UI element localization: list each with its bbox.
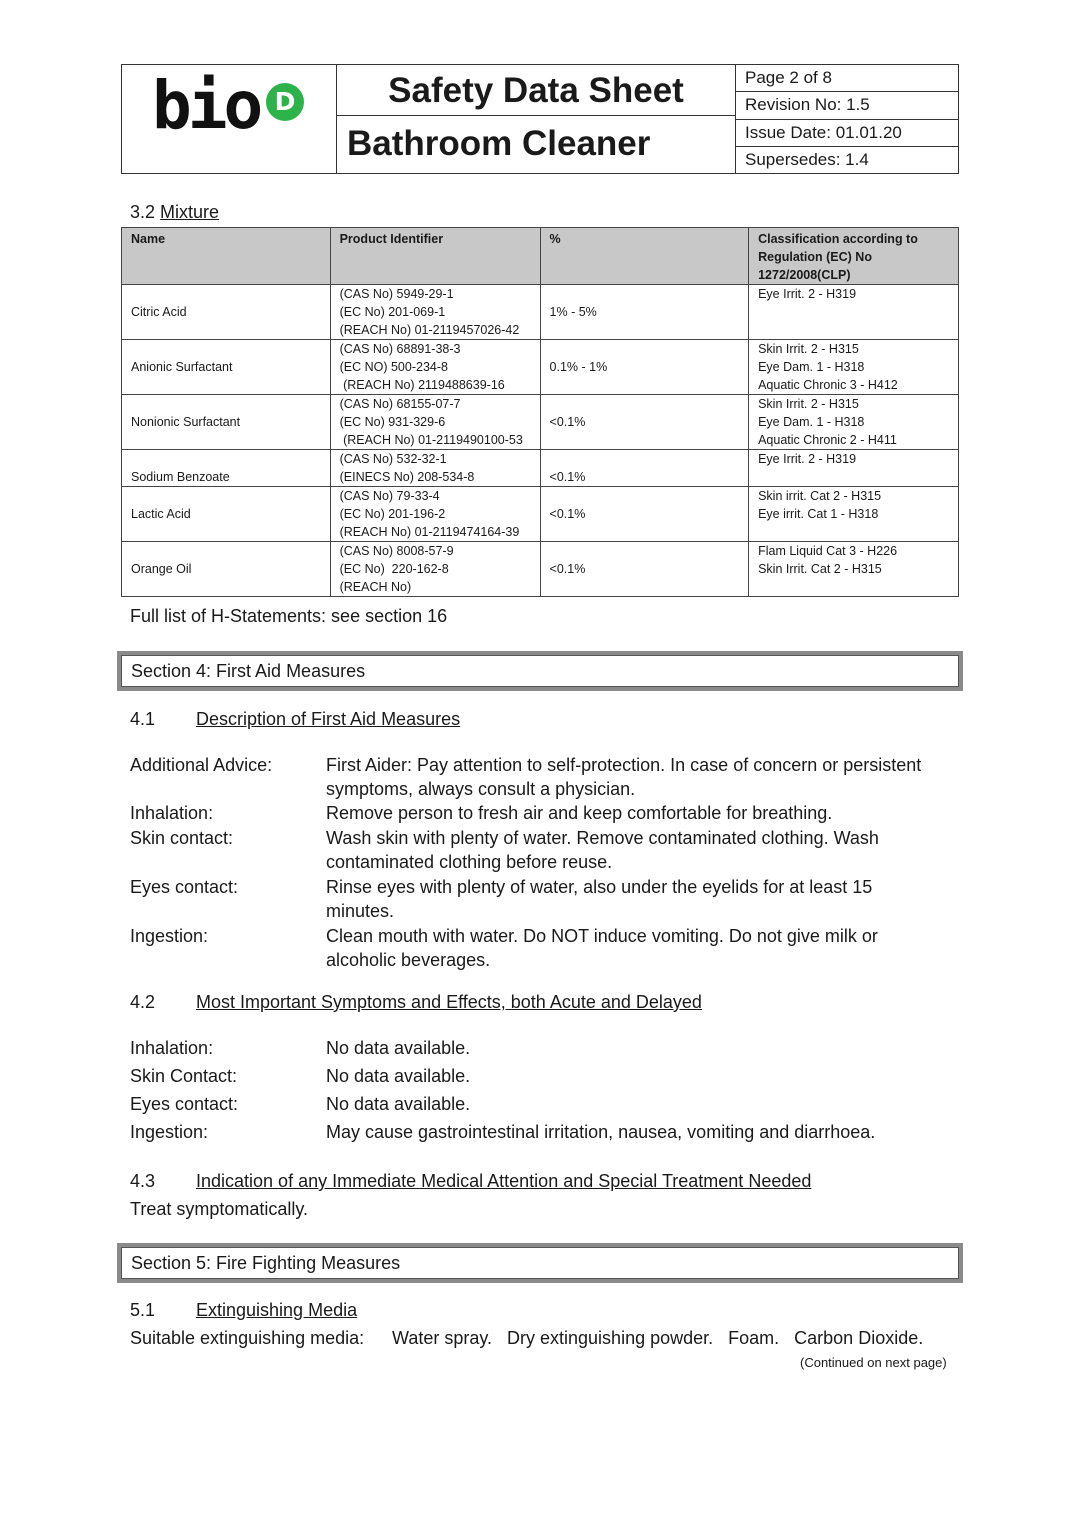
symptom-skin-text: No data available. xyxy=(326,1066,471,1086)
issue-date: Issue Date: 01.01.20 xyxy=(736,120,958,147)
cell-classification: Skin Irrit. 2 - H315 Eye Dam. 1 - H318 Aquatic Chronic 3 - H412 xyxy=(749,340,959,395)
cell-name: Citric Acid xyxy=(122,285,331,340)
document-title: Safety Data Sheet xyxy=(337,65,735,116)
document-header xyxy=(121,64,959,174)
extinguishing-media-label: Suitable extinguishing media: xyxy=(130,1328,365,1348)
advice-label: Additional Advice: xyxy=(130,755,273,775)
skin-contact-label: Skin contact: xyxy=(130,828,234,848)
continued-note: (Continued on next page) xyxy=(800,1355,947,1370)
cell-ids: (CAS No) 5949-29-1 (EC No) 201-069-1 (REACH No) 01-2119457026-42 xyxy=(330,285,540,340)
subsection-4-1-title: Description of First Aid Measures xyxy=(196,709,461,729)
section-5-title: Section 5: Fire Fighting Measures xyxy=(121,1247,959,1279)
cell-classification: Skin irrit. Cat 2 - H315 Eye irrit. Cat 1 - H318 xyxy=(749,487,959,542)
cell-classification: Eye Irrit. 2 - H319 xyxy=(749,450,959,487)
col-header-product-identifier: Product Identifier xyxy=(330,228,540,285)
cell-percent: <0.1% xyxy=(540,487,749,542)
eyes-contact-text: Rinse eyes with plenty of water, also under the eyelids for at least 15 minutes. xyxy=(326,877,873,921)
cell-classification: Eye Irrit. 2 - H319 xyxy=(749,285,959,340)
header-title-block xyxy=(337,65,736,173)
cell-ids: (CAS No) 79-33-4 (EC No) 201-196-2 (REACH No) 01-2119474164-39 xyxy=(330,487,540,542)
symptom-inhalation-label: Inhalation: xyxy=(130,1038,214,1058)
symptom-eyes-label: Eyes contact: xyxy=(130,1094,239,1114)
extinguishing-media-text: Water spray. Dry extinguishing powder. Foam. Carbon Dioxide. xyxy=(392,1328,924,1348)
cell-percent: <0.1% xyxy=(540,542,749,597)
symptom-inhalation-text: No data available. xyxy=(326,1038,471,1058)
mixture-title: Mixture xyxy=(160,202,220,222)
cell-ids: (CAS No) 68155-07-7 (EC No) 931-329-6 (REACH No) 01-2119490100-53 xyxy=(330,395,540,450)
symptom-eyes-text: No data available. xyxy=(326,1094,471,1114)
mixture-table xyxy=(121,227,959,597)
symptom-ingestion-label: Ingestion: xyxy=(130,1122,209,1142)
col-header-percent: % xyxy=(540,228,749,285)
page-number: Page 2 of 8 xyxy=(736,65,958,92)
table-row xyxy=(122,340,959,395)
mixture-number: 3.2 xyxy=(130,202,156,222)
inhalation-text: Remove person to fresh air and keep comfortable for breathing. xyxy=(326,803,833,823)
cell-name: Sodium Benzoate xyxy=(122,450,331,487)
advice-text: First Aider: Pay attention to self-protection. In case of concern or persistent symptoms, always consult a physician. xyxy=(326,755,922,799)
subsection-5-1-title: Extinguishing Media xyxy=(196,1300,358,1320)
cell-percent: <0.1% xyxy=(540,450,749,487)
section-4-title: Section 4: First Aid Measures xyxy=(121,655,959,687)
mixture-heading xyxy=(130,200,219,224)
col-header-name: Name xyxy=(122,228,331,285)
subsection-4-3-text: Treat symptomatically. xyxy=(130,1199,309,1219)
symptom-ingestion-text: May cause gastrointestinal irritation, nausea, vomiting and diarrhoea. xyxy=(326,1122,876,1142)
table-header-row xyxy=(122,228,959,285)
h-statements-note: Full list of H-Statements: see section 16 xyxy=(130,606,448,626)
cell-percent: 1% - 5% xyxy=(540,285,749,340)
logo xyxy=(122,65,337,173)
supersedes: Supersedes: 1.4 xyxy=(745,149,869,169)
subsection-4-2-title: Most Important Symptoms and Effects, both Acute and Delayed xyxy=(196,992,702,1012)
section-5-bar xyxy=(117,1243,963,1283)
subsection-4-3-number: 4.3 xyxy=(130,1171,156,1191)
logo-badge-icon: D xyxy=(266,83,304,121)
subsection-4-1-number: 4.1 xyxy=(130,709,156,729)
table-row xyxy=(122,285,959,340)
table-row xyxy=(122,395,959,450)
section-4-bar xyxy=(117,651,963,691)
cell-ids: (CAS No) 68891-38-3 (EC NO) 500-234-8 (REACH No) 2119488639-16 xyxy=(330,340,540,395)
skin-contact-text: Wash skin with plenty of water. Remove contaminated clothing. Wash contaminated clothing before reuse. xyxy=(326,828,879,872)
table-row xyxy=(122,542,959,597)
subsection-4-3-title: Indication of any Immediate Medical Attention and Special Treatment Needed xyxy=(196,1171,812,1191)
header-meta xyxy=(736,65,958,173)
cell-percent: 0.1% - 1% xyxy=(540,340,749,395)
symptom-skin-label: Skin Contact: xyxy=(130,1066,238,1086)
cell-classification: Skin Irrit. 2 - H315 Eye Dam. 1 - H318 Aquatic Chronic 2 - H411 xyxy=(749,395,959,450)
product-name: Bathroom Cleaner xyxy=(347,124,651,163)
col-header-classification: Classification according to Regulation (EC) No 1272/2008(CLP) xyxy=(749,228,959,285)
cell-name: Orange Oil xyxy=(122,542,331,597)
inhalation-label: Inhalation: xyxy=(130,803,214,823)
cell-percent: <0.1% xyxy=(540,395,749,450)
revision-number: Revision No: 1.5 xyxy=(736,92,958,119)
ingestion-label: Ingestion: xyxy=(130,926,209,946)
table-row xyxy=(122,487,959,542)
cell-ids: (CAS No) 532-32-1 (EINECS No) 208-534-8 xyxy=(330,450,540,487)
cell-ids: (CAS No) 8008-57-9 (EC No) 220-162-8 (REACH No) xyxy=(330,542,540,597)
table-row xyxy=(122,450,959,487)
cell-classification: Flam Liquid Cat 3 - H226 Skin Irrit. Cat 2 - H315 xyxy=(749,542,959,597)
eyes-contact-label: Eyes contact: xyxy=(130,877,239,897)
ingestion-text: Clean mouth with water. Do NOT induce vomiting. Do not give milk or alcoholic beverages. xyxy=(326,926,878,970)
logo-text: bio xyxy=(152,67,260,144)
cell-name: Nonionic Surfactant xyxy=(122,395,331,450)
subsection-4-2-number: 4.2 xyxy=(130,992,156,1012)
cell-name: Lactic Acid xyxy=(122,487,331,542)
cell-name: Anionic Surfactant xyxy=(122,340,331,395)
subsection-5-1-number: 5.1 xyxy=(130,1300,156,1320)
